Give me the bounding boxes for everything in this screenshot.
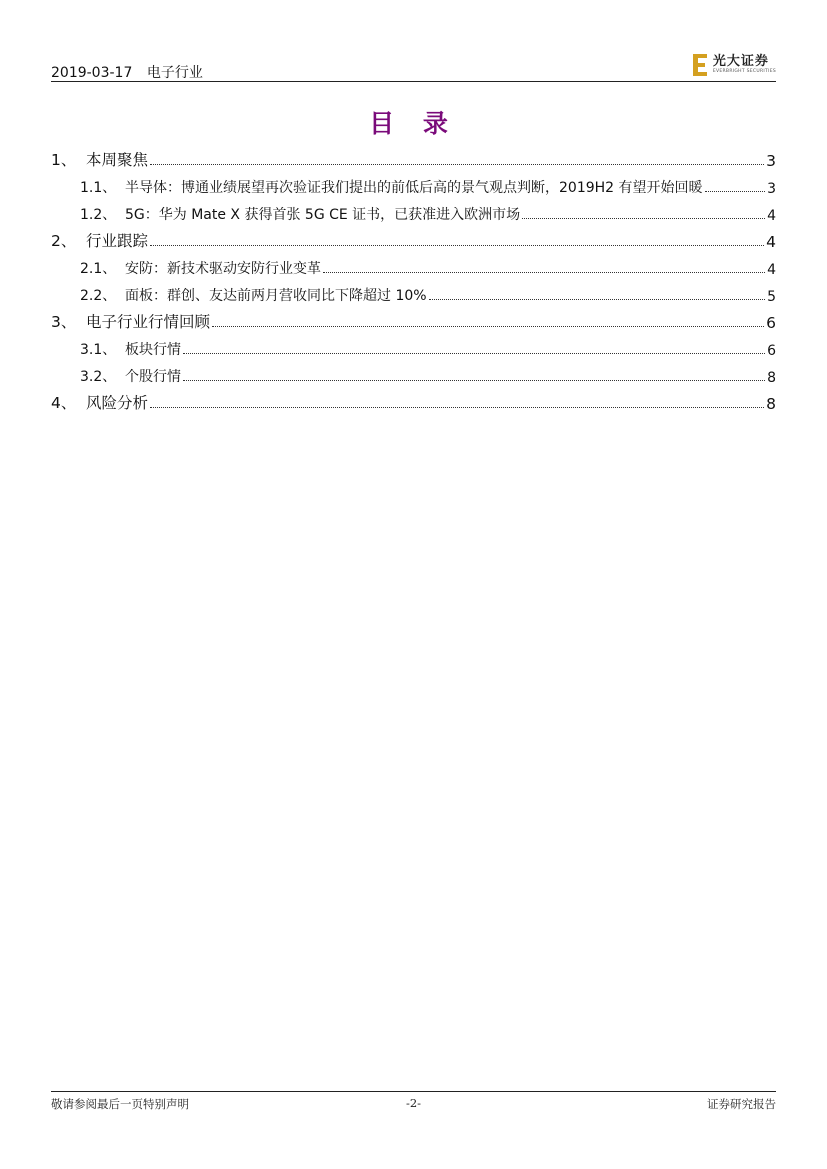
toc-entry[interactable]: [51, 202, 776, 224]
toc-dot-leader: [150, 245, 764, 246]
footer-divider: [51, 1091, 776, 1092]
toc-entry-number: 3、: [51, 313, 77, 331]
toc-entry-title: 个股行情: [125, 369, 181, 385]
toc-entry-number: 3.1、: [80, 342, 117, 358]
toc-entry[interactable]: [51, 364, 776, 386]
toc-entry-page: 3: [767, 181, 776, 197]
page-title: 目 录: [369, 109, 458, 138]
toc-entry-page: 6: [767, 343, 776, 359]
toc-dot-leader: [522, 218, 765, 219]
toc-dot-leader: [183, 353, 765, 354]
toc-entry-page: 6: [766, 314, 776, 332]
toc-entry[interactable]: [51, 391, 776, 413]
toc-entry-title: 板块行情: [125, 342, 181, 358]
toc-entry-page: 5: [767, 289, 776, 305]
toc-dot-leader: [705, 191, 766, 192]
page-header: [51, 54, 776, 82]
toc-entry-title: 本周聚焦: [86, 151, 149, 169]
header-info: [51, 62, 203, 82]
toc-dot-leader: [429, 299, 766, 300]
toc-entry-page: 8: [767, 370, 776, 386]
toc-dot-leader: [150, 407, 764, 408]
header-divider: [51, 81, 776, 82]
toc-entry-number: 4、: [51, 394, 77, 412]
toc-entry-number: 1.2、: [80, 207, 117, 223]
toc-entry[interactable]: [51, 256, 776, 278]
toc-entry[interactable]: [51, 283, 776, 305]
toc-entry-page: 4: [767, 262, 776, 278]
toc-entry[interactable]: [51, 310, 776, 332]
toc-entry[interactable]: [51, 148, 776, 170]
toc-entry-title: 半导体：博通业绩展望再次验证我们提出的前低后高的景气观点判断，2019H2 有望开始回暖: [125, 180, 703, 196]
toc-entry-title: 5G：华为 Mate X 获得首张 5G CE 证书，已获准进入欧洲市场: [125, 207, 521, 223]
toc-entry-number: 2.2、: [80, 288, 117, 304]
toc-entry-title: 风险分析: [86, 394, 149, 412]
toc-entry-number: 1.1、: [80, 180, 117, 196]
toc-entry-number: 1、: [51, 151, 77, 169]
toc-dot-leader: [212, 326, 764, 327]
toc-entry-page: 4: [766, 233, 776, 251]
disclaimer-note: 敬请参阅最后一页特别声明: [51, 1097, 189, 1111]
toc-entry-page: 8: [766, 395, 776, 413]
toc-entry-title: 面板：群创、友达前两月营收同比下降超过 10%: [125, 288, 427, 304]
logo-mark-icon: [693, 54, 708, 76]
page-footer: [51, 1096, 776, 1114]
toc-entry-page: 4: [767, 208, 776, 224]
report-type: 证券研究报告: [707, 1097, 776, 1111]
toc-entry-number: 2、: [51, 232, 77, 250]
toc-entry-title: 安防：新技术驱动安防行业变革: [125, 261, 321, 277]
toc-dot-leader: [150, 164, 764, 165]
logo-name-cn: 光大证券: [712, 54, 769, 70]
toc-dot-leader: [183, 380, 765, 381]
page-number: -2-: [405, 1096, 422, 1110]
toc-entry-number: 2.1、: [80, 261, 117, 277]
toc-entry-title: 行业跟踪: [86, 232, 149, 250]
report-date: 2019-03-17: [51, 65, 133, 81]
toc-entry-page: 3: [766, 152, 776, 170]
company-logo: [693, 52, 776, 78]
toc-entry[interactable]: [51, 337, 776, 359]
logo-name-en: EVERBRIGHT SECURITIES: [712, 69, 776, 75]
toc-entry[interactable]: [51, 229, 776, 251]
toc-entry[interactable]: [51, 175, 776, 197]
toc-entry-title: 电子行业行情回顾: [86, 313, 211, 331]
industry-label: 电子行业: [146, 65, 203, 81]
toc-dot-leader: [323, 272, 765, 273]
toc-entry-number: 3.2、: [80, 369, 117, 385]
